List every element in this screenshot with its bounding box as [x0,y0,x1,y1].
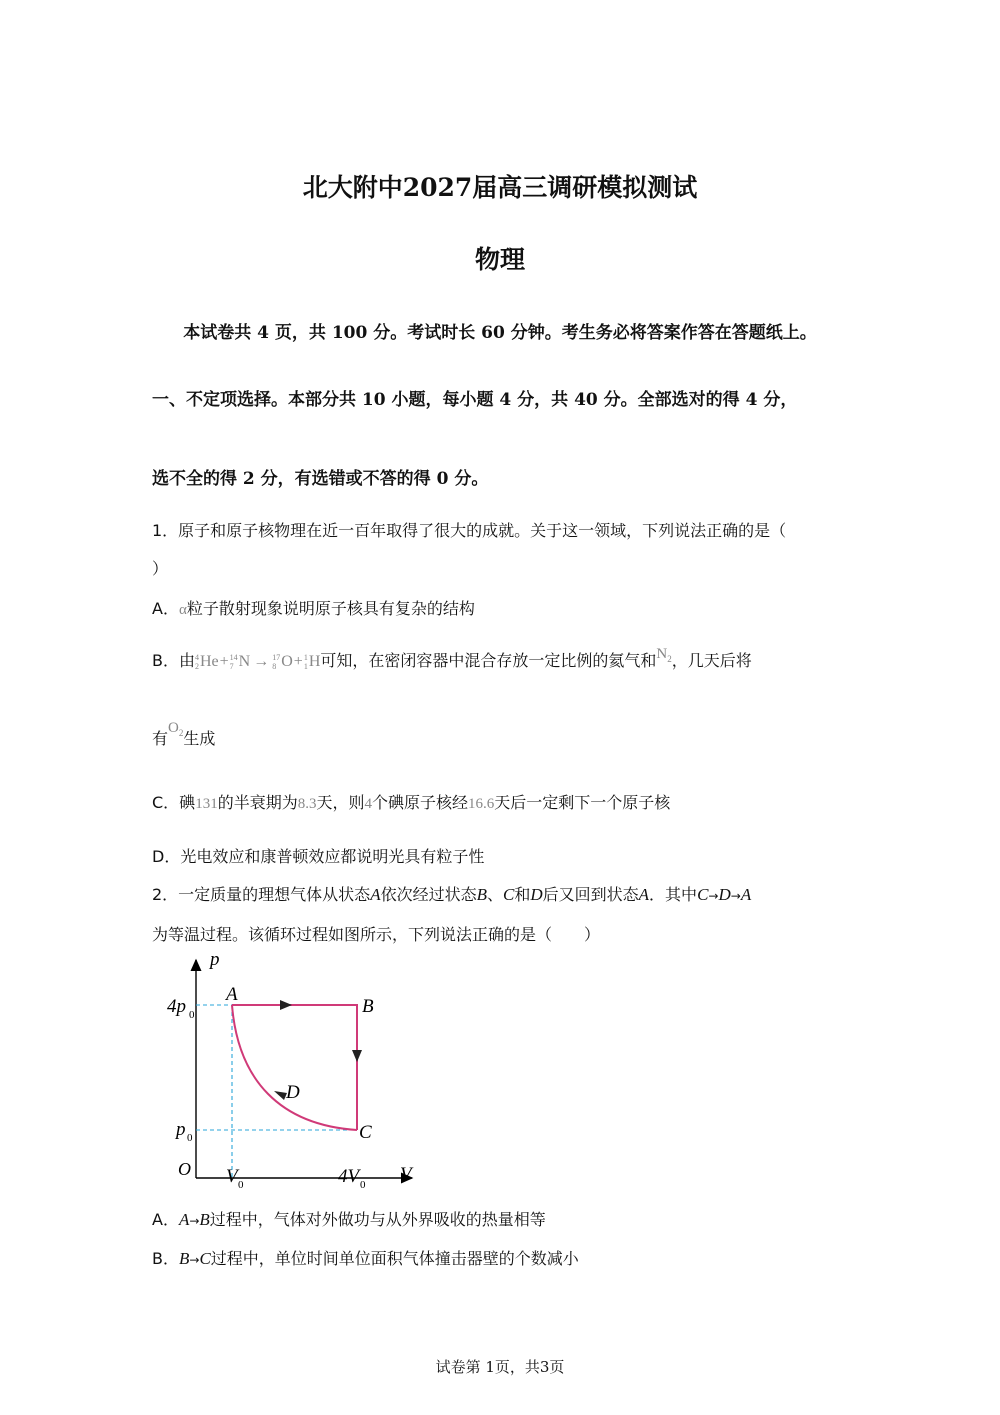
point-c-label: C [359,1122,372,1143]
sub-4p0: 0 [189,1009,195,1021]
option-b-prefix: B．由 [152,651,195,670]
alpha-symbol: α [178,602,187,618]
option-a-prefix: A． [152,599,179,618]
label-origin: O [178,1159,191,1179]
q2-option-a: A．A→B过程中，气体对外做功与从外界吸收的热量相等 [152,1210,546,1229]
sub-4v0: 0 [360,1179,366,1191]
exam-instructions: 本试卷共 4 页，共 100 分。考试时长 60 分钟。考生务必将答案作答在答题纸上。 [183,323,817,343]
q1-option-b-cont: 有$O_2$生成 [152,720,216,748]
tick-p0: p [176,1119,186,1140]
tick-4p0: 4p [167,996,186,1017]
q1-option-a [152,596,475,619]
q2-stem-line2: 为等温过程。该循环过程如图所示，下列说法正确的是（ ） [152,925,601,944]
q1-option-c: C．碘131的半衰期为8.3天，则4个碘原子核经16.6天后一定剩下一个原子核 [152,793,671,812]
nuclear-equation: 4 2 He+ 14 7 N → 17 8 O+ 1 1 H [194,653,321,672]
label-v-axis: V [400,1164,412,1185]
q1-stem: 1．原子和原子核物理在近一百年取得了很大的成就。关于这一领域，下列说法正确的是（ [152,521,787,540]
cycle-path [232,1005,357,1130]
point-d-label: D [286,1082,300,1103]
option-a-text: 粒子散射现象说明原子核具有复杂的结构 [186,599,475,618]
section-heading-line1: 一、不定项选择。本部分共 10 小题，每小题 4 分，共 40 分。全部选对的得 4 分， [152,390,798,410]
point-b-label: B [362,996,374,1017]
q1-option-b [152,648,752,672]
point-a-label: A [226,984,238,1005]
arrow-b-to-c [352,1050,362,1062]
sub-v0: 0 [238,1179,244,1191]
q1-option-d: D．光电效应和康普顿效应都说明光具有粒子性 [152,847,485,866]
tick-v0: V [226,1166,238,1187]
arrow-a-to-b [280,1000,292,1010]
pv-diagram [150,950,430,1195]
q1-stem-end: ） [152,559,169,578]
subject-title: 物理 [474,245,525,274]
option-b-text2: ，几天后将 [671,651,752,670]
q2-option-b: B．B→C过程中，单位时间单位面积气体撞击器壁的个数减小 [152,1249,579,1268]
n2-symbol: $N_2$ [656,646,672,664]
exam-title: 北大附中2027届高三调研模拟测试 [302,173,698,202]
tick-4v0: 4V [338,1166,360,1187]
page-footer: 试卷第 1页，共3页 [435,1358,565,1376]
q2-stem-line1: 2．一定质量的理想气体从状态A依次经过状态B、C和D后又回到状态A．其中C→D→A [152,885,752,904]
section-heading-line2: 选不全的得 2 分，有选错或不答的得 0 分。 [152,469,489,489]
label-p-axis: p [210,950,220,970]
o2-symbol: $O_2$ [168,720,184,738]
sub-p0: 0 [187,1132,193,1144]
option-b-text1: 可知，在密闭容器中混合存放一定比例的氦气和 [320,651,657,670]
